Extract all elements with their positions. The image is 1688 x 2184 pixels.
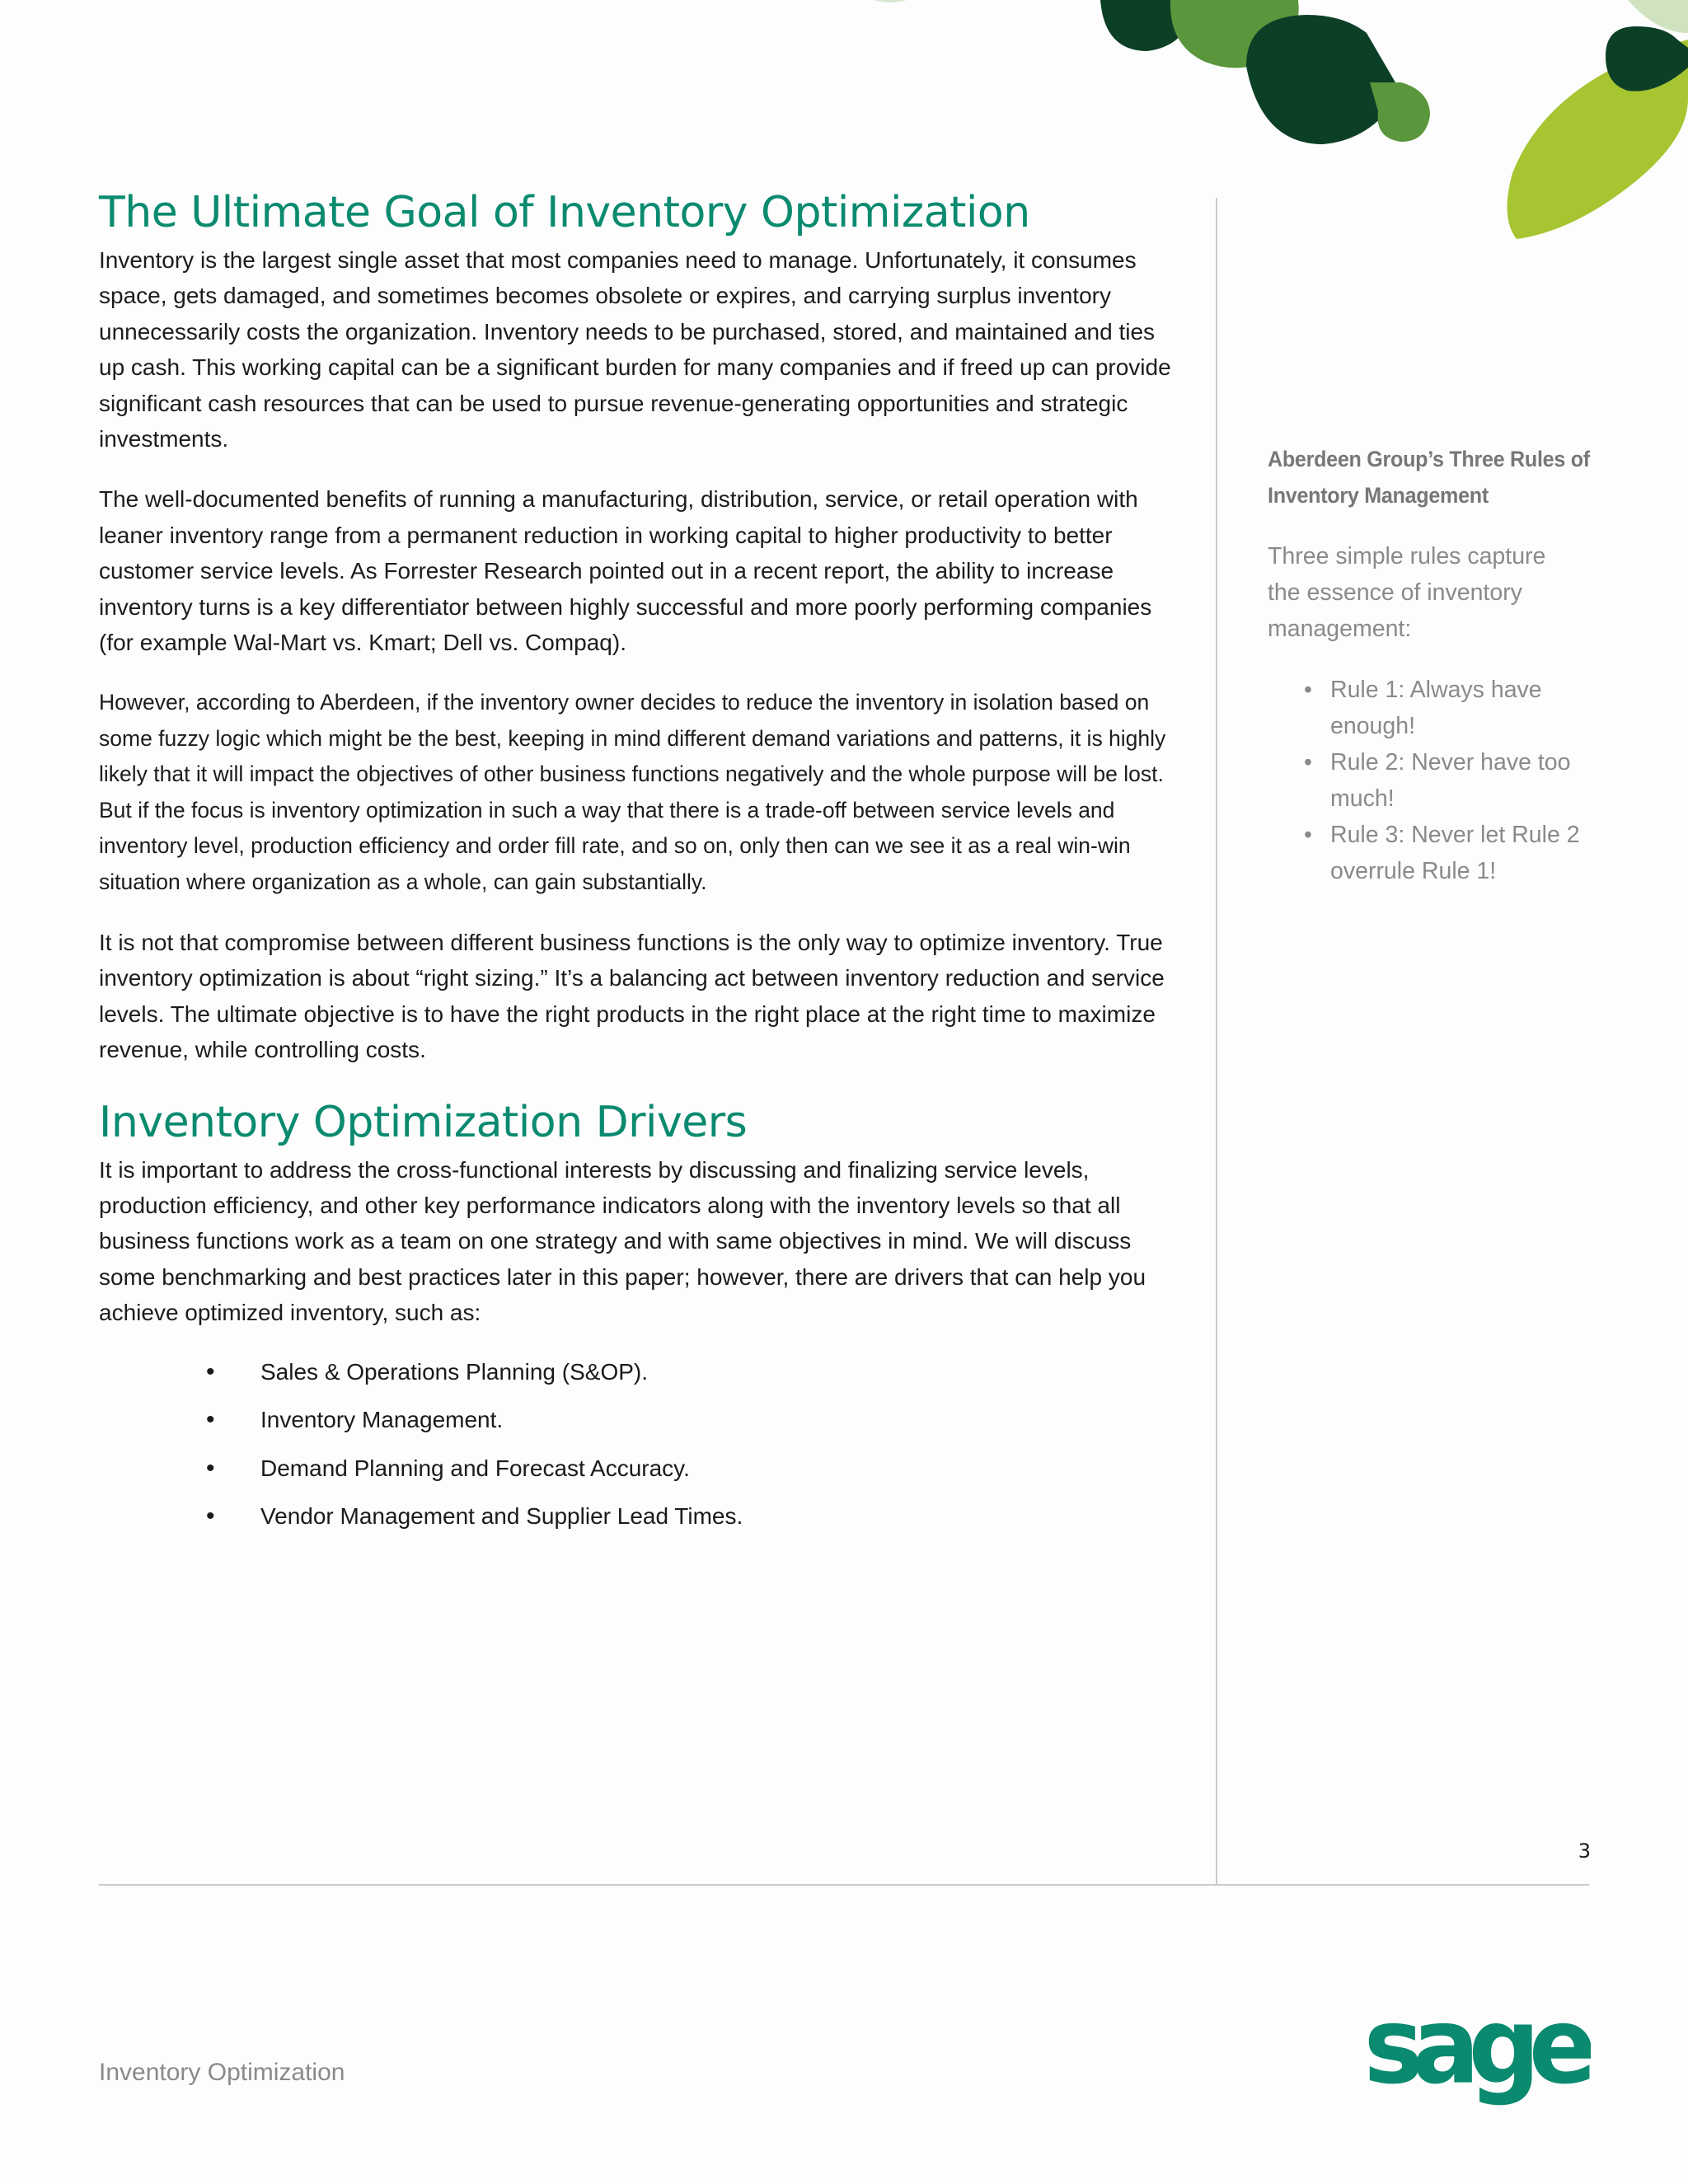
sidebar-heading xyxy=(1268,441,1590,513)
main-content xyxy=(99,183,1179,1549)
driver-text: Demand Planning and Forecast Accuracy. xyxy=(260,1455,690,1481)
dark-leaf-2 xyxy=(1246,15,1401,144)
driver-text: Sales & Operations Planning (S&OP). xyxy=(260,1358,649,1385)
bullet-icon: • xyxy=(206,1454,215,1482)
sidebar-callout xyxy=(1268,441,1606,889)
section-title-ultimate-goal: The Ultimate Goal of Inventory Optimization xyxy=(99,188,1030,237)
bullet-icon: • xyxy=(1304,749,1312,776)
rule-line: Rule 3: Never let Rule 2 xyxy=(1330,822,1580,848)
list-item xyxy=(206,1500,1179,1533)
sage-logo-text: sage xyxy=(1363,2003,1586,2108)
sidebar-heading-line: Aberdeen Group’s Three Rules of xyxy=(1268,447,1590,471)
driver-text: Vendor Management and Supplier Lead Times. xyxy=(260,1503,743,1530)
sidebar-intro xyxy=(1268,538,1606,647)
paragraph-4: It is not that compromise between different business functions is the only way to optimize inventory. True inventory optimization is about “right sizing.” It’s a balancing act between inventory reduction and service levels. The ultimate objective is to have the right products in the right place at the right time to maximize revenue, while controlling costs. xyxy=(99,929,1165,1063)
rule-item xyxy=(1304,817,1606,889)
bullet-icon: • xyxy=(1304,822,1312,848)
bullet-icon: • xyxy=(206,1357,215,1385)
sidebar-intro-line: the essence of inventory xyxy=(1268,579,1522,606)
rule-line: enough! xyxy=(1330,713,1416,739)
list-item xyxy=(206,1404,1179,1436)
sidebar-intro-line: management: xyxy=(1268,616,1412,642)
page-number: 3 xyxy=(1578,1840,1591,1863)
rules-list xyxy=(1268,672,1606,889)
pale-leaf-fragment xyxy=(874,0,907,2)
list-item xyxy=(206,1452,1179,1485)
bullet-icon: • xyxy=(206,1406,215,1434)
bullet-icon: • xyxy=(1304,677,1312,703)
paragraph-2: The well-documented benefits of running a manufacturing, distribution, service, or retail operation with leaner inventory range from a permanent reduction in working capital to higher productivity to better customer service levels. As Forrester Research pointed out in a recent report, the ability to increase inventory turns is a key differentiator between highly successful and more poorly performing companies (for example Wal-Mart vs. Kmart; Dell vs. Compaq). xyxy=(99,486,1152,656)
rule-line: Rule 1: Always have xyxy=(1330,677,1542,703)
bullet-icon: • xyxy=(206,1502,215,1530)
sidebar-intro-line: Three simple rules capture xyxy=(1268,543,1546,569)
footer-document-title: Inventory Optimization xyxy=(99,2059,345,2086)
rule-item xyxy=(1304,672,1606,744)
vertical-divider xyxy=(1216,198,1217,1885)
sage-logo xyxy=(1358,2003,1591,2118)
rule-line: much! xyxy=(1330,785,1395,812)
drivers-paragraph: It is important to address the cross-functional interests by discussing and finalizing service levels, production efficiency, and other key performance indicators along with the inventory levels so that all business functions work as a team on one strategy and with same objectives in mind. We will discuss some benchmarking and best practices later in this paper; however, there are drivers that can help you achieve optimized inventory, such as: xyxy=(99,1156,1146,1326)
mid-leaf-2 xyxy=(1370,82,1430,142)
paragraph-1: Inventory is the largest single asset that most companies need to manage. Unfortunately, it consumes space, gets damaged, and sometimes becomes obsolete or expires, and carrying surplus inventory unnecessarily costs the organization. Inventory needs to be purchased, stored, and maintained and ties up cash. This working capital can be a significant burden for many companies and if freed up can provide significant cash resources that can be used to pursue revenue-generating opportunities and strategic investments. xyxy=(99,247,1171,452)
drivers-list xyxy=(99,1356,1179,1534)
rule-line: overrule Rule 1! xyxy=(1330,858,1497,884)
list-item xyxy=(206,1356,1179,1389)
driver-text: Inventory Management. xyxy=(260,1407,504,1433)
rule-item xyxy=(1304,744,1606,817)
rule-line: Rule 2: Never have too xyxy=(1330,749,1571,776)
footer-divider xyxy=(99,1884,1589,1886)
section-title-drivers: Inventory Optimization Drivers xyxy=(99,1097,748,1147)
paragraph-3: However, according to Aberdeen, if the inventory owner decides to reduce the inventory in isolation based on some fuzzy logic which might be the best, keeping in mind different demand variations and patterns, it is highly likely that it will impact the objectives of other business functions negatively and the whole purpose will be lost. But if the focus is inventory optimization in such a way that there is a trade-off between service levels and inventory level, production efficiency and order fill rate, and so on, only then can we see it as a real win-win situation where organization as a whole, can gain substantially. xyxy=(99,690,1166,894)
sidebar-heading-line: Inventory Management xyxy=(1268,483,1489,508)
